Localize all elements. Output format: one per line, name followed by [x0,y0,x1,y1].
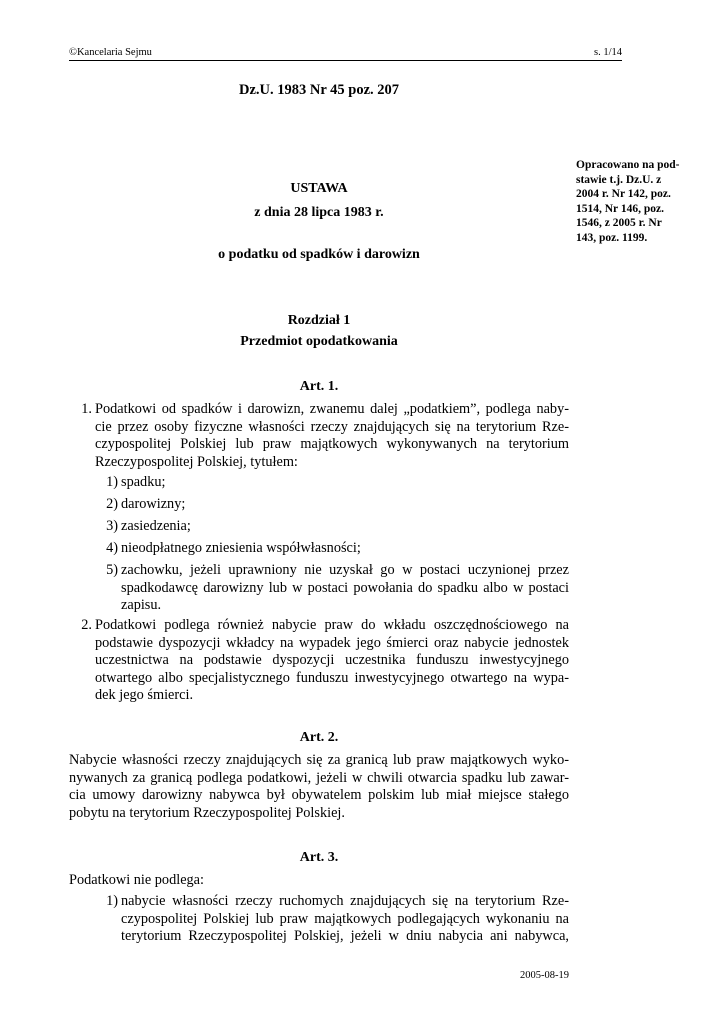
side-note [576,158,694,246]
act-date: z dnia 28 lipca 1983 r. [254,205,384,220]
art1-item [121,496,569,514]
art3-item [121,893,569,946]
text-line: Podatkowi nie podlega: [69,872,205,888]
text-line: podstawie dyspozycji wkładcy na wypadek jego śmierci oraz nabycie jednostek [95,634,569,651]
text-line: Rzeczypospolitej Polskiej, tytułem: [95,453,298,470]
art1-paragraph-1 [95,401,569,471]
side-note-line: stawie t.j. Dz.U. z [576,173,662,186]
text-line: darowizny; [121,496,186,512]
text-line: zasiedzenia; [121,518,191,534]
text-line: uczestnictwa na podstawie dyspozycji uczestnika funduszu inwestycyjnego [95,652,569,669]
text-line: Podatkowi od spadków i darowizn, zwanemu dalej „podatkiem”, podlega naby- [95,401,569,417]
act-title: USTAWA [290,181,348,196]
art1-item-number: 3) [106,518,118,534]
art1-item [121,540,569,558]
text-line: zapisu. [121,597,162,614]
art1-paragraph-2 [95,617,569,705]
text-line: zachowku, jeżeli uprawniony nie uzyskał go w postaci uczynionej przez [121,562,569,578]
text-line: terytorium Rzeczypospolitej Polskiej, jeżeli w dniu nabycia ani nabywca, [121,928,569,945]
act-subject: o podatku od spadków i darowizn [218,247,420,262]
art1-item [121,562,569,615]
chapter-number: Rozdział 1 [287,313,351,328]
art1-item [121,474,569,492]
side-note-line: Opracowano na pod- [576,159,680,171]
side-note-line: 143, poz. 1199. [576,231,648,244]
footer-date: 2005-08-19 [520,970,569,981]
text-line: pobytu na terytorium Rzeczypospolitej Polskiej. [69,804,345,821]
chapter-title: Przedmiot opodatkowania [240,334,398,349]
text-line: nywanych za granicą podlega podatkowi, jeżeli w chwili otwarcia spadku lub zawar- [69,769,569,786]
art1-item-number: 4) [106,540,118,556]
text-line: spadku; [121,474,166,490]
header-page-number: s. 1/14 [593,47,622,58]
side-note-line: 1514, Nr 146, poz. [576,202,664,215]
art1-p2-number: 2. [81,617,92,633]
art2-heading: Art. 2. [299,730,339,745]
side-note-line: 2004 r. Nr 142, poz. [576,188,671,201]
art3-heading: Art. 3. [299,850,339,865]
text-line: Nabycie własności rzeczy znajdujących się za granicą lub praw majątkowych wyko- [69,752,569,768]
text-line: nabycie własności rzeczy ruchomych znajdujących się na terytorium Rze- [121,893,569,909]
citation: Dz.U. 1983 Nr 45 poz. 207 [238,82,400,98]
text-line: cie przez osoby fizyczne własności rzeczy znajdujących się na terytorium Rze- [95,418,569,435]
text-line: czypospolitej Polskiej lub praw majątkowych podlegających wykonaniu na [121,910,569,927]
art1-item-number: 5) [106,562,118,578]
art3-item-number: 1) [106,893,118,909]
side-note-line: 1546, z 2005 r. Nr [576,217,662,230]
text-line: dek jego śmierci. [95,687,194,704]
text-line: spadkodawcę darowizny lub w postaci powołania do spadku albo w postaci [121,579,569,596]
art1-p1-number: 1. [81,401,92,417]
text-line: nieodpłatnego zniesienia współwłasności; [121,540,361,556]
art1-heading: Art. 1. [299,379,339,394]
art1-item-number: 1) [106,474,118,490]
text-line: Podatkowi podlega również nabycie praw do wkładu oszczędnościowego na [95,617,569,633]
art1-item [121,518,569,536]
art3-intro [69,872,569,890]
text-line: czypospolitej Polskiej lub praw majątkowych wykonywanych na terytorium [95,436,569,453]
header-publisher: ©Kancelaria Sejmu [69,47,152,58]
text-line: otwartego albo specjalistycznego funduszu inwestycyjnego otwartego na wypa- [95,669,569,686]
text-line: cia umowy darowizny nabywca był obywatelem polskim lub miał miejsce stałego [69,787,569,804]
page-header [69,46,622,61]
art1-item-number: 2) [106,496,118,512]
art2-paragraph [69,752,569,822]
